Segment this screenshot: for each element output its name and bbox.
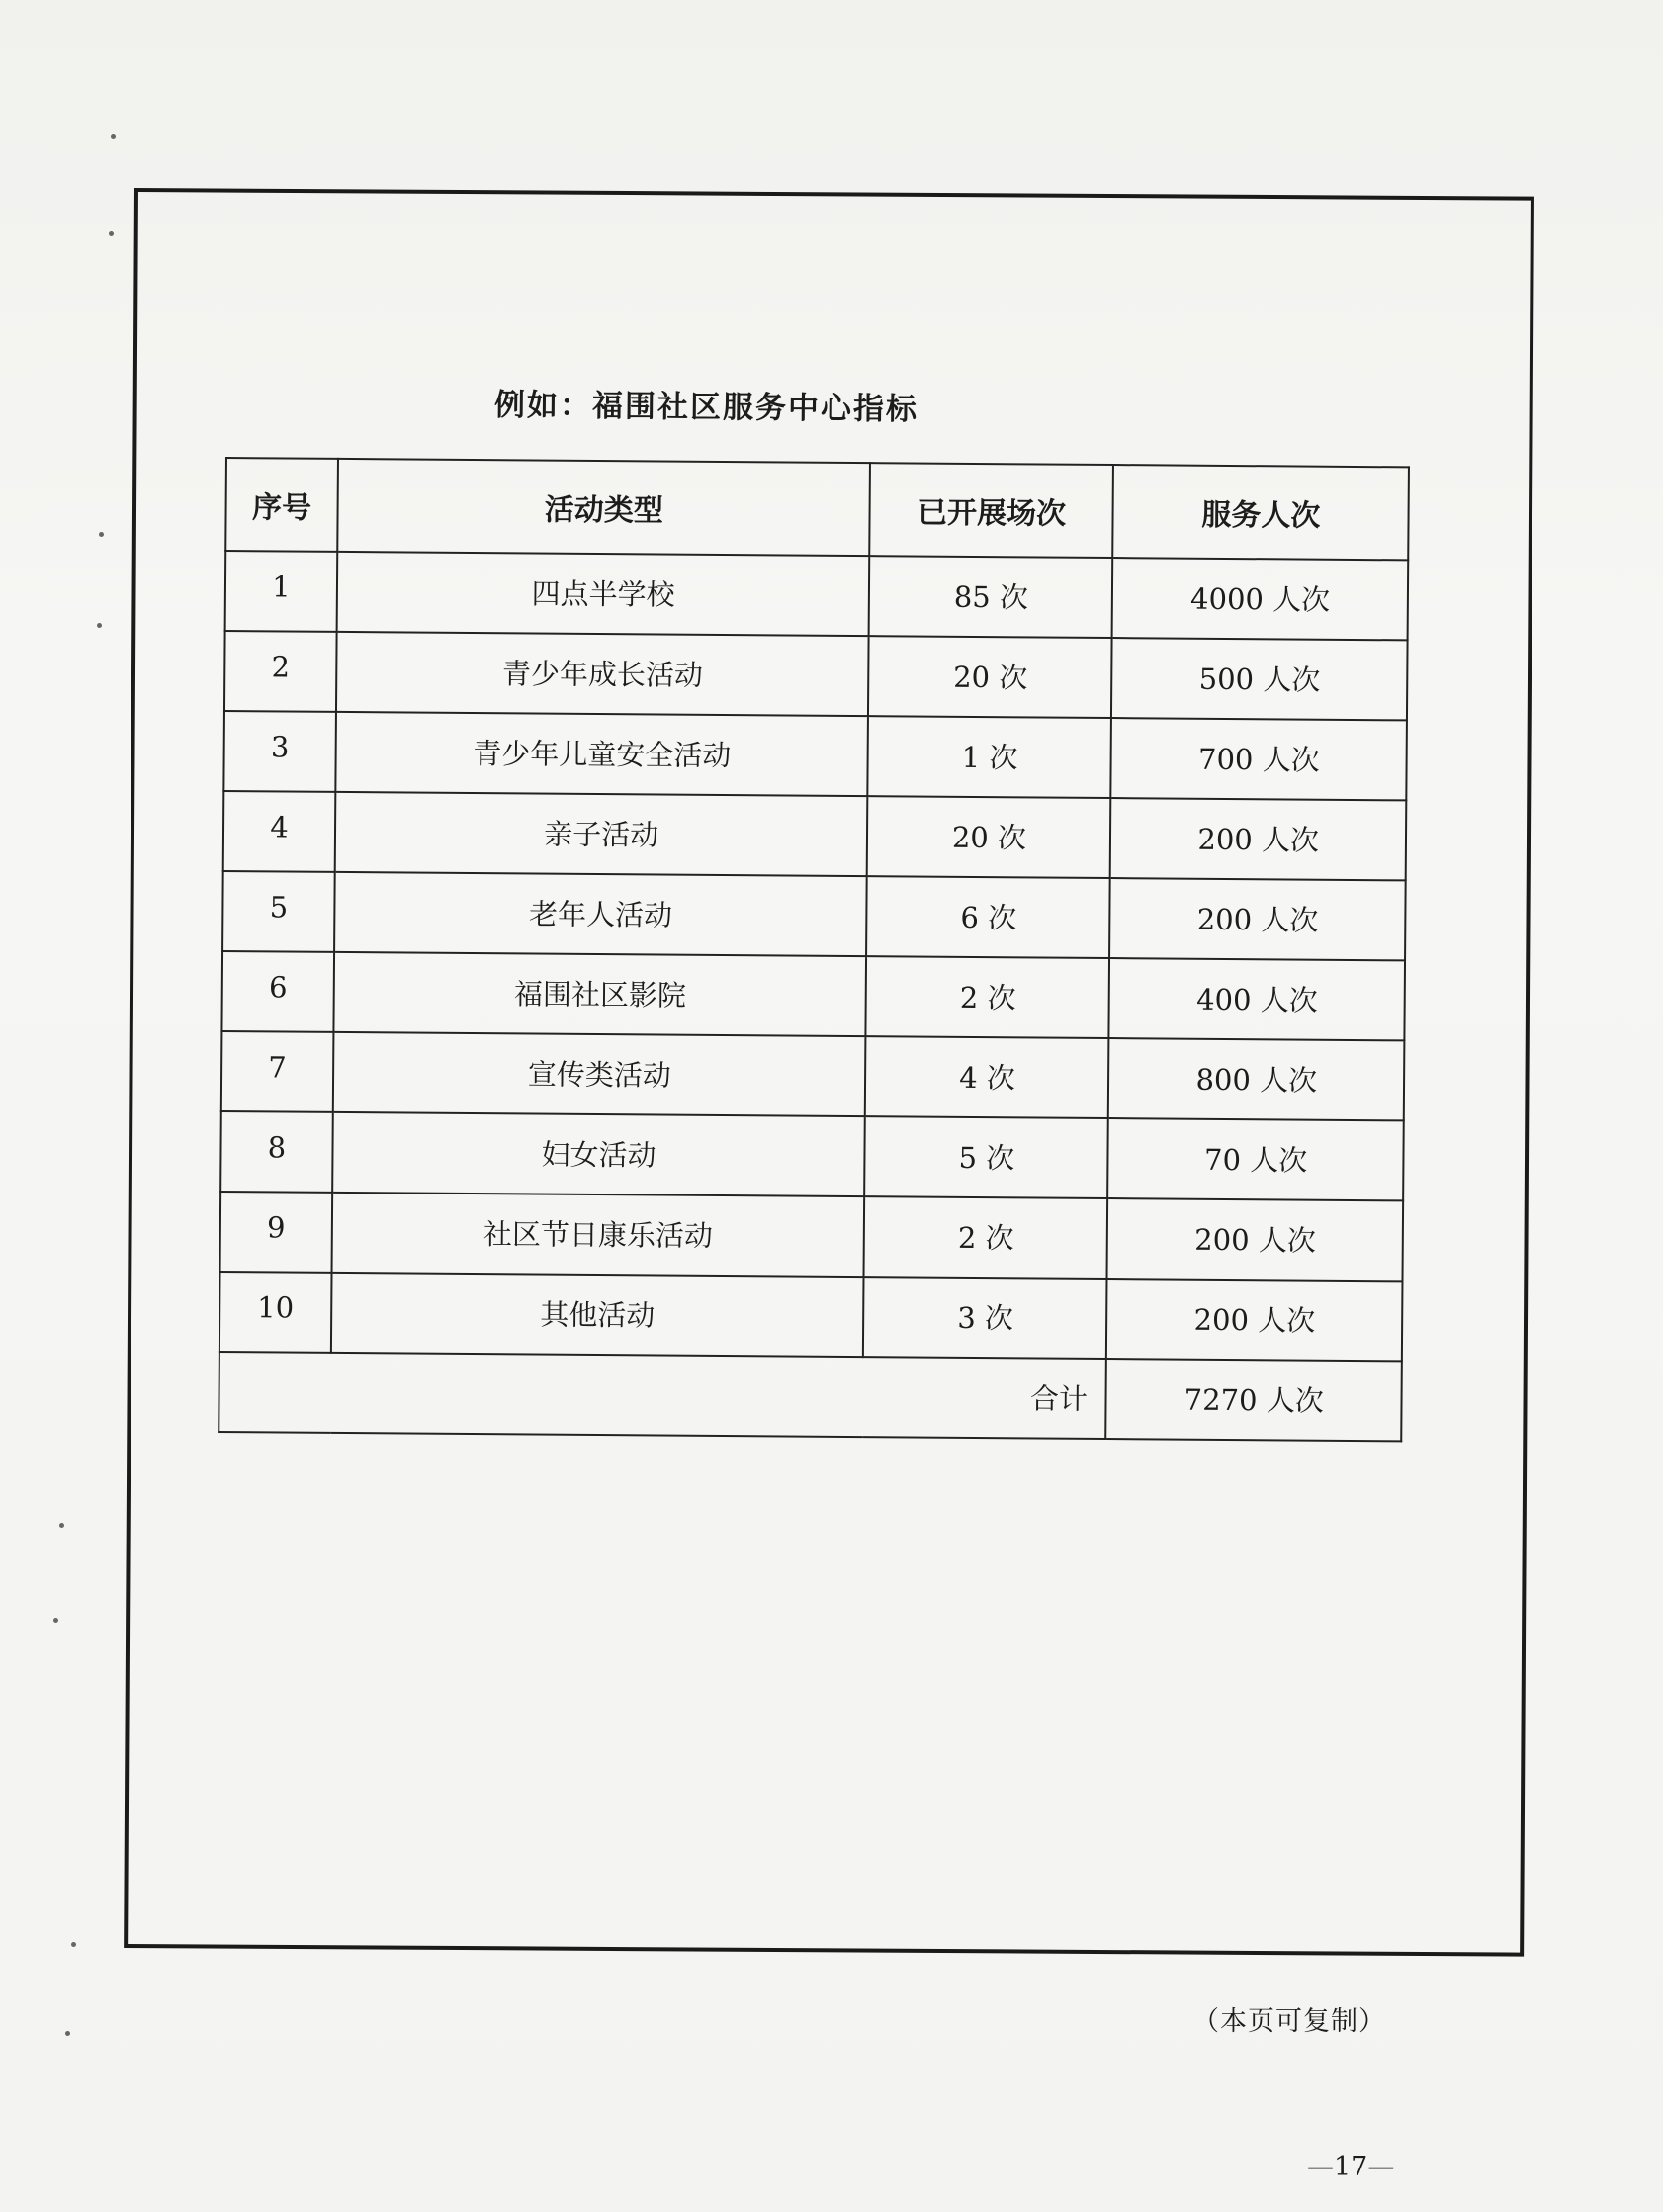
scan-speck	[59, 1523, 64, 1528]
cell-type: 宣传类活动	[333, 1032, 866, 1116]
cell-type: 亲子活动	[335, 792, 868, 876]
cell-no: 7	[221, 1031, 334, 1112]
scan-speck	[109, 231, 114, 236]
table-row	[219, 1272, 1403, 1361]
cell-times: 3 次	[863, 1277, 1107, 1359]
scan-speck	[97, 623, 102, 628]
cell-times: 5 次	[865, 1116, 1109, 1198]
table-row	[222, 871, 1406, 960]
header-service-count: 服务人次	[1113, 465, 1409, 560]
table-row	[221, 951, 1405, 1040]
cell-type: 四点半学校	[337, 552, 870, 636]
table-row	[224, 631, 1408, 720]
cell-no: 2	[224, 631, 337, 712]
table-row	[223, 711, 1407, 800]
cell-times: 20 次	[868, 636, 1112, 718]
cell-type: 老年人活动	[334, 872, 867, 956]
cell-no: 9	[220, 1192, 333, 1273]
cell-no: 1	[225, 551, 338, 632]
cell-times: 6 次	[866, 876, 1110, 958]
cell-times: 4 次	[865, 1036, 1109, 1118]
cell-people: 200 人次	[1107, 1198, 1403, 1281]
cell-type: 青少年成长活动	[336, 632, 869, 716]
cell-times: 2 次	[866, 956, 1110, 1038]
table-title: 例如：福围社区服务中心指标	[493, 387, 919, 428]
indicator-table	[218, 457, 1410, 1442]
scan-speck	[99, 532, 104, 537]
table-row	[225, 551, 1409, 640]
cell-no: 6	[221, 951, 334, 1032]
cell-no: 8	[220, 1111, 333, 1193]
cell-type: 其他活动	[331, 1273, 864, 1357]
cell-times: 1 次	[868, 716, 1112, 798]
table-total-row	[219, 1352, 1402, 1441]
cell-people: 70 人次	[1108, 1118, 1404, 1200]
total-value: 7270 人次	[1106, 1359, 1402, 1441]
cell-times: 2 次	[864, 1196, 1108, 1279]
page-number: —17—	[1307, 2152, 1395, 2182]
cell-no: 10	[219, 1272, 332, 1353]
cell-no: 3	[223, 711, 336, 792]
cell-people: 4000 人次	[1112, 558, 1408, 640]
header-activity-type: 活动类型	[337, 459, 870, 556]
table-header-row	[225, 458, 1409, 560]
cell-people: 200 人次	[1106, 1279, 1402, 1361]
cell-people: 200 人次	[1110, 878, 1406, 960]
table-row	[223, 791, 1407, 880]
cell-type: 福围社区影院	[333, 952, 866, 1036]
copy-note: （本页可复制）	[1192, 2006, 1386, 2037]
scan-speck	[65, 2031, 70, 2036]
table-row	[221, 1031, 1405, 1120]
table-row	[220, 1192, 1404, 1281]
cell-people: 500 人次	[1111, 638, 1407, 720]
cell-people: 700 人次	[1111, 718, 1407, 800]
cell-people: 400 人次	[1109, 958, 1405, 1040]
cell-people: 200 人次	[1110, 798, 1406, 880]
header-sessions: 已开展场次	[870, 463, 1114, 558]
cell-people: 800 人次	[1108, 1038, 1404, 1120]
table-row	[220, 1111, 1404, 1200]
cell-type: 社区节日康乐活动	[331, 1193, 864, 1277]
cell-times: 85 次	[869, 556, 1113, 638]
cell-no: 5	[222, 871, 335, 952]
cell-type: 青少年儿童安全活动	[335, 712, 868, 796]
scan-speck	[53, 1618, 58, 1623]
scan-speck	[71, 1942, 76, 1947]
header-no: 序号	[225, 458, 338, 552]
cell-type: 妇女活动	[332, 1112, 865, 1196]
total-label: 合计	[219, 1352, 1106, 1439]
scan-speck	[111, 134, 116, 139]
cell-times: 20 次	[867, 796, 1111, 878]
cell-no: 4	[223, 791, 336, 872]
